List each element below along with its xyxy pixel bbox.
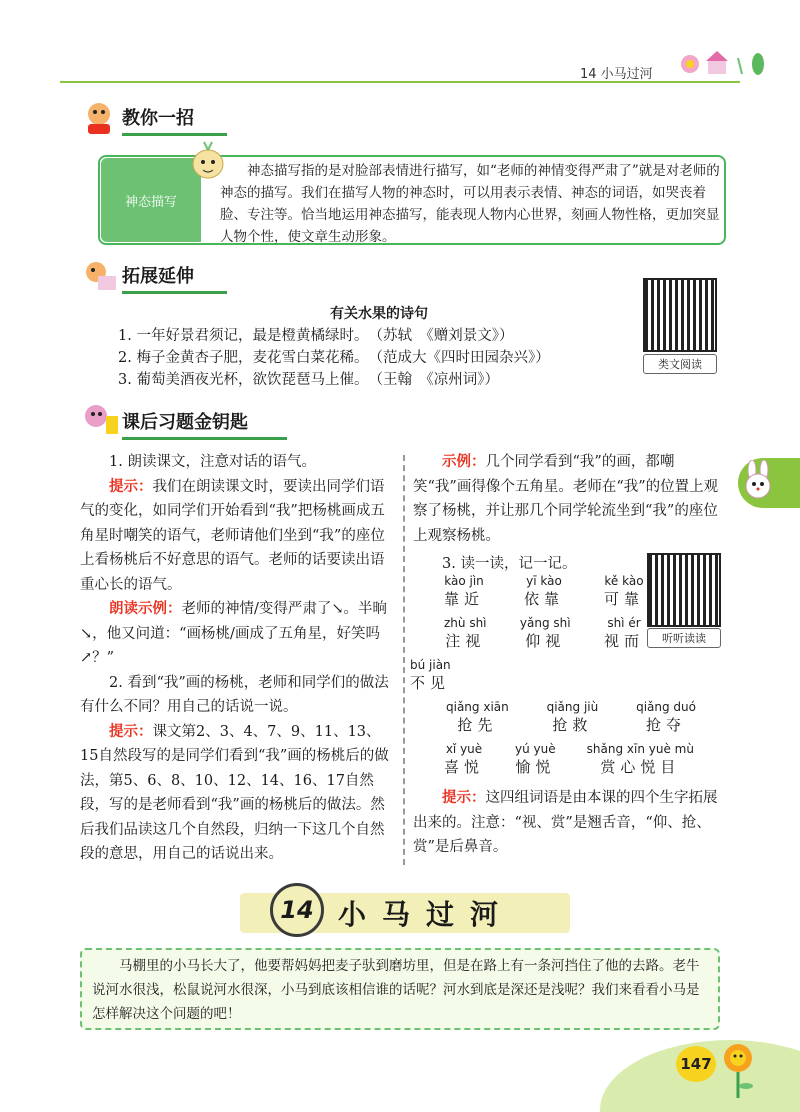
qr-code-icon[interactable] bbox=[647, 553, 721, 627]
word-item: qiǎng duó 抢夺 bbox=[636, 700, 696, 734]
reading-example: 朗读示例：老师的神情/变得严肃了↘。半晌↘，他又问道：“画杨桃/画成了五角星，好笑吗↗？” bbox=[80, 601, 388, 666]
word-group-4 bbox=[444, 742, 694, 777]
qr-caption: 听听读读 bbox=[647, 628, 721, 648]
poem-line: 3. 葡萄美酒夜光杯，欲饮琵琶马上催。 （王翰 《凉州词》） bbox=[118, 372, 499, 388]
word-item: yú yuè 愉悦 bbox=[515, 742, 556, 776]
header-decoration bbox=[678, 48, 768, 78]
word-item: shǎng xīn yuè mù 赏心悦目 bbox=[586, 742, 694, 776]
extend-icon bbox=[80, 258, 118, 296]
question-3: 3. 读一读，记一记。 bbox=[442, 556, 577, 572]
exercise-icon bbox=[80, 402, 120, 442]
poem-line: 2. 梅子金黄杏子肥，麦花雪白菜花稀。 （范成大《四时田园杂兴》） bbox=[118, 350, 550, 366]
word-item: qiǎng xiān 抢先 bbox=[446, 700, 509, 734]
word-item: qiǎng jiù 抢救 bbox=[546, 700, 599, 734]
tip-1: 提示：我们在朗读课文时，要读出同学们语气的变化，如同学们开始看到“我”把杨桃画成五角星时嘲笑的语气，老师请他们坐到“我”的座位上看杨桃后不好意思的语气。老师的话要读出语重心长的语气。 bbox=[80, 478, 385, 593]
teach-text: 神态描写指的是对脸部表情进行描写，如“老师的神情变得严肃了”就是对老师的神态的描写。我们在描写人物的神态时，可以用表示表情、神态的词语，如哭丧着脸、专注等。恰当地运用神态描写，能表现人物内心世界，刻画人物性格，更加突显人物个性，使文章生动形象。 bbox=[220, 163, 720, 245]
word-continuation: bú jiàn 不见 bbox=[410, 658, 451, 692]
word-item: xǐ yuè 喜悦 bbox=[444, 742, 485, 776]
bunny-icon bbox=[738, 460, 778, 504]
tip-3: 提示：这四组词语是由本课的四个生字拓展出来的。注意：“视、赏”是翘舌音，“仰、抢、赏”是后鼻音。 bbox=[413, 790, 718, 855]
qr-caption: 类文阅读 bbox=[643, 354, 717, 374]
word-item: yǎng shì 仰视 bbox=[519, 616, 571, 650]
lesson-title: 小马过河 bbox=[338, 898, 515, 931]
word-item: kě kào 可靠 bbox=[603, 574, 644, 608]
qr-code-icon[interactable] bbox=[643, 278, 717, 352]
teach-icon bbox=[80, 100, 118, 140]
exercise-left-column bbox=[80, 450, 392, 867]
tip-2: 提示：课文第2、3、4、7、9、11、13、15自然段写的是同学们看到“我”画的杨桃后的做法，第5、6、8、10、12、14、16、17自然段，写的是老师看到“我”画的杨桃后的做法。然后我们品读这几个自然段，归纳一下这几个自然段的意思，用自己的话说出来。 bbox=[80, 723, 389, 862]
extend-heading: 拓展延伸 bbox=[122, 262, 227, 294]
word-item: zhù shì 注视 bbox=[444, 616, 487, 650]
question-2: 2. 看到“我”画的杨桃，老师和同学们的做法有什么不同？用自己的话说一说。 bbox=[80, 674, 389, 715]
column-divider bbox=[403, 455, 405, 865]
running-header: 14 小马过河 bbox=[580, 67, 653, 82]
lesson-number: 14 bbox=[270, 883, 324, 937]
teach-label: 神态描写 bbox=[101, 158, 201, 242]
word-item: kào jìn 靠近 bbox=[444, 574, 485, 608]
exercise-heading: 课后习题金钥匙 bbox=[122, 408, 287, 440]
page-number: 147 bbox=[676, 1046, 716, 1082]
word-group-3 bbox=[446, 700, 696, 735]
example-answer: 示例：几个同学看到“我”的画，都嘲笑“我”画得像个五角星。老师在“我”的位置上观察了杨桃，并让那几个同学轮流坐到“我”的座位上观察杨桃。 bbox=[413, 454, 719, 544]
word-group-2 bbox=[444, 616, 644, 651]
flower-icon bbox=[716, 1040, 760, 1104]
word-group-1 bbox=[444, 574, 644, 609]
poem-title: 有关水果的诗句 bbox=[330, 306, 428, 322]
poem-list bbox=[118, 325, 638, 391]
word-item: shì ér 视而 bbox=[603, 616, 644, 650]
poem-line: 1. 一年好景君须记，最是橙黄橘绿时。 （苏轼 《赠刘景文》） bbox=[118, 328, 514, 344]
question-1: 1. 朗读课文，注意对话的语气。 bbox=[109, 454, 316, 470]
word-item: yī kào 依靠 bbox=[523, 574, 564, 608]
lesson-intro: 马棚里的小马长大了，他要帮妈妈把麦子驮到磨坊里，但是在路上有一条河挡住了他的去路。老牛说河水很浅，松鼠说河水很深，小马到底该相信谁的话呢？河水到底是深还是浅呢？我们来看看小马是怎样解决这个问题的吧！ bbox=[92, 958, 700, 1022]
teach-heading: 教你一招 bbox=[122, 104, 227, 136]
